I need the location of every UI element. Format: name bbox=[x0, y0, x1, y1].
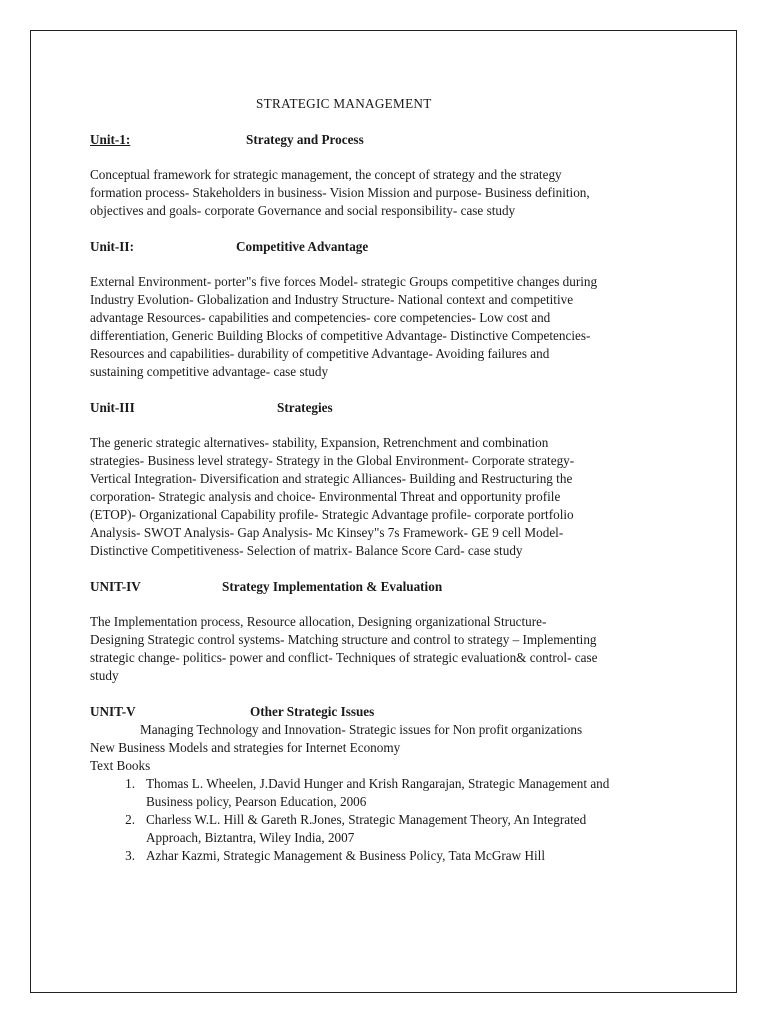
list-item-number: 3. bbox=[125, 848, 135, 863]
list-item-text: Charless W.L. Hill & Gareth R.Jones, Strategic Management Theory, An Integrated Approach, Biztantra, Wiley India, 2007 bbox=[146, 812, 587, 845]
list-item bbox=[90, 847, 680, 865]
unit-5-label: UNIT-V bbox=[90, 704, 136, 719]
unit-4-label: UNIT-IV bbox=[90, 579, 141, 594]
unit-3-label: Unit-III bbox=[90, 400, 135, 415]
syllabus-document bbox=[90, 95, 680, 865]
unit-3-description: The generic strategic alternatives- stability, Expansion, Retrenchment and combination strategies- Business level strategy- Strategy in the Global Environment- Corporate strategy- Vertical Integration- Diversification and strategic Alliances- Building and Restructuring the corporation- Strategic analysis and choice- Environmental Threat and opportunity profile (ETOP)- Organizational Capability profile- Strategic Advantage profile- corporate portfolio Analysis- SWOT Analysis- Gap Analysis- Mc Kinsey"s 7s Framework- GE 9 cell Model- Distinctive Competitiveness- Selection of matrix- Balance Score Card- case study bbox=[90, 435, 575, 558]
list-item-number: 1. bbox=[125, 776, 135, 791]
unit-4-title: Strategy Implementation & Evaluation bbox=[222, 579, 443, 594]
unit-1-description: Conceptual framework for strategic management, the concept of strategy and the strategy formation process- Stakeholders in business- Vision Mission and purpose- Business definition, objectives and goals- corporate Governance and social responsibility- case study bbox=[90, 167, 590, 218]
list-item bbox=[90, 775, 680, 811]
unit-1-title: Strategy and Process bbox=[246, 132, 364, 147]
unit-1-heading bbox=[90, 131, 680, 149]
list-item bbox=[90, 811, 680, 847]
unit-3-title: Strategies bbox=[277, 400, 333, 415]
textbooks-heading: Text Books bbox=[90, 758, 151, 773]
unit-5-line-2: New Business Models and strategies for Internet Economy bbox=[90, 740, 401, 755]
list-item-text: Azhar Kazmi, Strategic Management & Business Policy, Tata McGraw Hill bbox=[146, 848, 545, 863]
unit-2-heading bbox=[90, 238, 680, 256]
list-item-number: 2. bbox=[125, 812, 135, 827]
unit-5-line-1: Managing Technology and Innovation- Strategic issues for Non profit organizations bbox=[140, 722, 583, 737]
textbooks-list bbox=[90, 775, 680, 865]
unit-3-heading bbox=[90, 399, 680, 417]
unit-2-title: Competitive Advantage bbox=[236, 239, 369, 254]
unit-2-label: Unit-II: bbox=[90, 239, 134, 254]
document-title: STRATEGIC MANAGEMENT bbox=[256, 96, 432, 111]
unit-4-description: The Implementation process, Resource allocation, Designing organizational Structure- Designing Strategic control systems- Matching structure and control to strategy – Implementing strategic change- politics- power and conflict- Techniques of strategic evaluation& control- case study bbox=[90, 614, 598, 683]
unit-1-label: Unit-1: bbox=[90, 132, 131, 147]
unit-5-title: Other Strategic Issues bbox=[250, 704, 375, 719]
unit-5-heading bbox=[90, 703, 680, 721]
unit-4-heading bbox=[90, 578, 680, 596]
unit-2-description: External Environment- porter"s five forces Model- strategic Groups competitive changes during Industry Evolution- Globalization and Industry Structure- National context and competitive advantage Resources- capabilities and competencies- core competencies- Low cost and differentiation, Generic Building Blocks of competitive Advantage- Distinctive Competencies- Resources and capabilities- durability of competitive Advantage- Avoiding failures and sustaining competitive advantage- case study bbox=[90, 274, 598, 379]
list-item-text: Thomas L. Wheelen, J.David Hunger and Krish Rangarajan, Strategic Management and Business policy, Pearson Education, 2006 bbox=[146, 776, 610, 809]
